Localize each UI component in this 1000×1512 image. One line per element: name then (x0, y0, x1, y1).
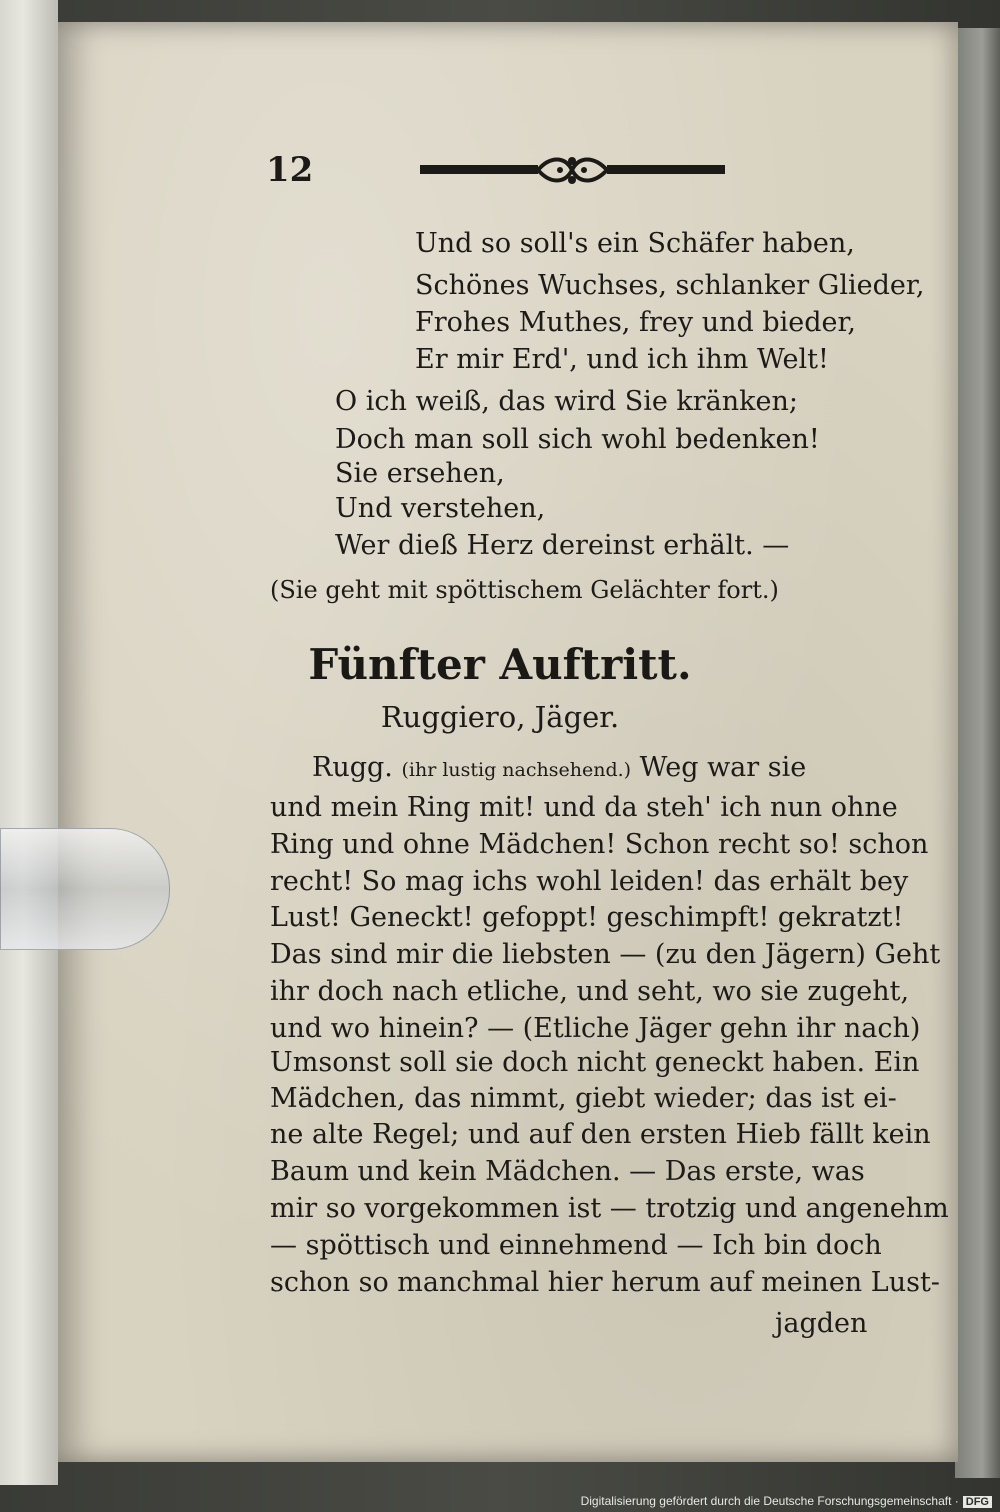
prose-line: und mein Ring mit! und da steh' ich nun ohne (270, 792, 898, 823)
prose-first-line (312, 752, 806, 783)
stage-direction-inline: (ihr lustig nachsehend.) (401, 759, 632, 781)
verse-line: Und so soll's ein Schäfer haben, (415, 228, 855, 259)
page-number: 12 (266, 150, 314, 190)
verse-line: Er mir Erd', und ich ihm Welt! (415, 344, 829, 375)
ornament-divider (420, 152, 725, 188)
dfg-logo: DFG (963, 1496, 992, 1508)
verse-line: Wer dieß Herz dereinst erhält. — (335, 530, 790, 561)
prose-line: recht! So mag ichs wohl leiden! das erhält bey (270, 866, 909, 897)
prose-line: Ring und ohne Mädchen! Schon recht so! schon (270, 829, 929, 860)
prose-line: schon so manchmal hier herum auf meinen Lust- (270, 1267, 940, 1298)
verse-line: Schönes Wuchses, schlanker Glieder, (415, 270, 925, 301)
footer-text: Digitalisierung gefördert durch die Deutsche Forschungsgemeinschaft · (580, 1494, 959, 1508)
prose-line: und wo hinein? — (Etliche Jäger gehn ihr nach) (270, 1013, 921, 1044)
prose-line: ihr doch nach etliche, und seht, wo sie zugeht, (270, 976, 910, 1007)
prose-line: ne alte Regel; und auf den ersten Hieb fällt kein (270, 1119, 931, 1150)
left-board (0, 0, 58, 1485)
stage-direction: (Sie geht mit spöttischem Gelächter fort.) (270, 576, 779, 604)
digitization-footer (581, 1494, 992, 1508)
prose-line: Weg war sie (639, 752, 807, 783)
verse-line: Und verstehen, (335, 493, 546, 524)
prose-line: Lust! Geneckt! gefoppt! geschimpft! gekratzt! (270, 902, 904, 933)
speaker-name: Rugg. (312, 752, 393, 783)
scene-heading: Fünfter Auftritt. (308, 640, 692, 689)
glass-weight-clip (0, 828, 170, 950)
verse-line: Sie ersehen, (335, 458, 505, 489)
prose-line: Baum und kein Mädchen. — Das erste, was (270, 1156, 865, 1187)
right-board (955, 28, 1000, 1478)
verse-line: O ich weiß, das wird Sie kränken; (335, 386, 798, 417)
prose-line: Umsonst soll sie doch nicht geneckt haben. Ein (270, 1047, 920, 1078)
prose-line: Mädchen, das nimmt, giebt wieder; das ist ei- (270, 1083, 897, 1114)
verse-line: Doch man soll sich wohl bedenken! (335, 424, 820, 455)
verse-line: Frohes Muthes, frey und bieder, (415, 307, 857, 338)
scene-characters: Ruggiero, Jäger. (380, 700, 620, 734)
prose-line: mir so vorgekommen ist — trotzig und angenehm (270, 1193, 949, 1224)
prose-line: Das sind mir die liebsten — (zu den Jägern) Geht (270, 939, 941, 970)
catchword: jagden (775, 1308, 868, 1339)
prose-line: — spöttisch und einnehmend — Ich bin doch (270, 1230, 882, 1261)
